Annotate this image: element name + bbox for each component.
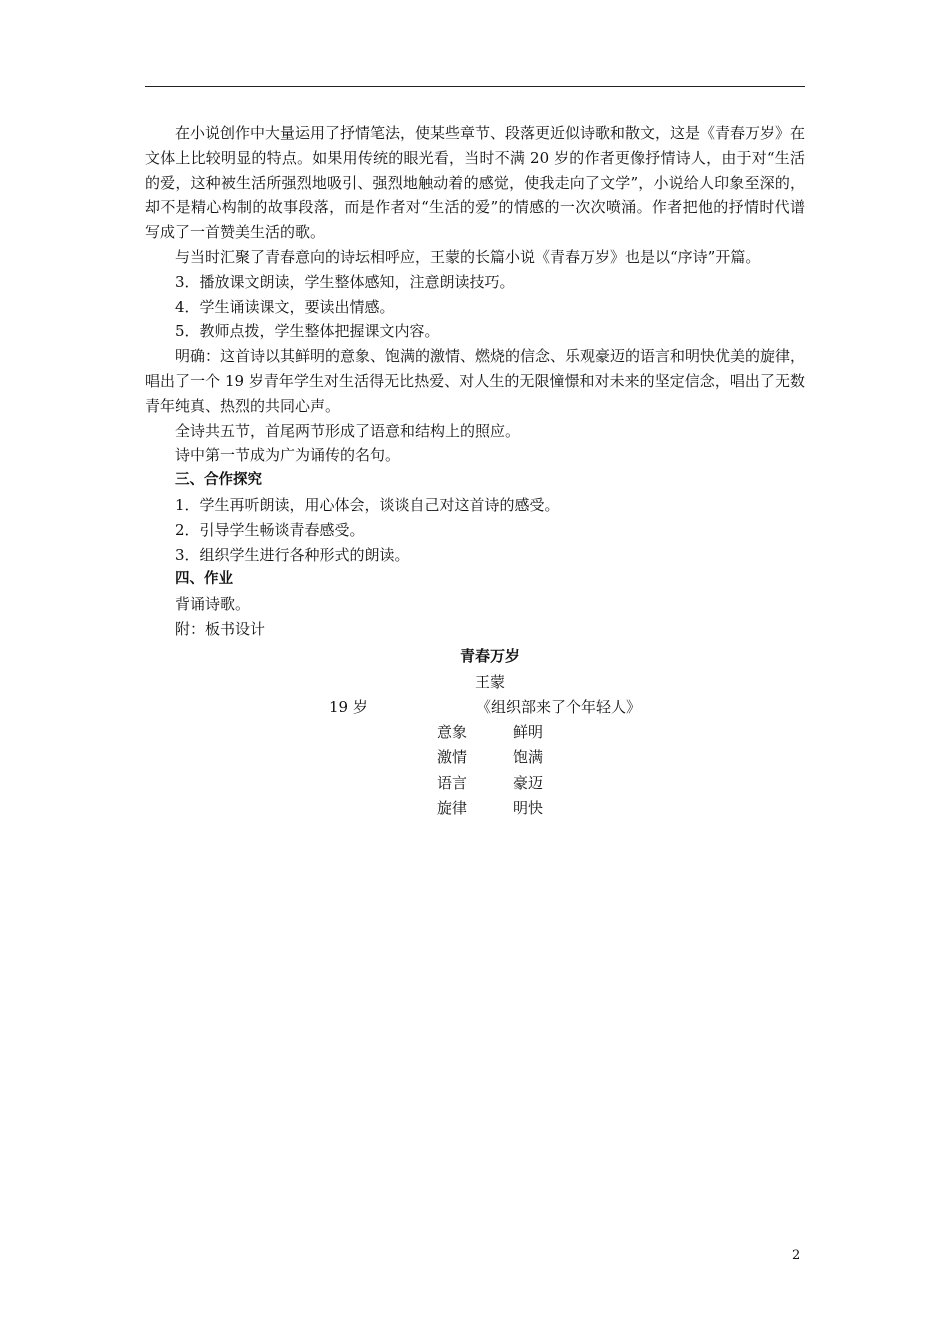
board-pair [437, 771, 543, 797]
board-author: 王蒙 [474, 672, 505, 691]
board-title: 青春万岁 [459, 646, 520, 665]
paragraph: 诗中第一节成为广为诵传的名句。 [175, 446, 401, 465]
list-item: 2．引导学生畅谈青春感受。 [175, 520, 365, 539]
board-pair-value: 饱满 [513, 748, 544, 767]
board-pair-value: 豪迈 [513, 773, 544, 792]
paragraph: 全诗共五节，首尾两节形成了语意和结构上的照应。 [175, 421, 521, 440]
board-pair [437, 796, 543, 822]
page-number: 2 [792, 1248, 801, 1263]
board-pair-value: 明快 [513, 799, 544, 818]
step-item: 3．播放课文朗读，学生整体感知，注意朗读技巧。 [175, 272, 515, 291]
paragraph: 在小说创作中大量运用了抒情笔法，使某些章节、段落更近似诗歌和散文，这是《青春万岁》在文体上比较明显的特点。如果用传统的眼光看，当时不满 20 岁的作者更像抒情诗人，由于对“生活的爱，这种被生活所强烈地吸引、强烈地触动着的感觉，使我走向了文学”，小说给人印象至深的，却不是精心构制的故事段落，而是作者对“生活的爱”的情感的一次次喷涌。作者把他的抒情时代谱写成了一首赞美生活的歌。 [145, 124, 806, 242]
board-pair-key: 语言 [437, 773, 468, 792]
board-pair-key: 意象 [437, 722, 468, 741]
board-pair-value: 鲜明 [513, 722, 544, 741]
paragraph: 与当时汇聚了青春意向的诗坛相呼应，王蒙的长篇小说《青春万岁》也是以“序诗”开篇。 [175, 247, 761, 266]
list-item: 3．组织学生进行各种形式的朗读。 [175, 545, 410, 564]
board-pair-key: 激情 [437, 748, 468, 767]
board-pairs [437, 720, 543, 822]
board-pair [437, 720, 543, 746]
board-design [145, 644, 805, 824]
page-content [145, 121, 805, 824]
section-heading: 四、作业 [175, 571, 233, 588]
step-item: 5．教师点拨，学生整体把握课文内容。 [175, 322, 440, 341]
board-age: 19 岁 [329, 697, 368, 716]
board-work: 《组织部来了个年轻人》 [476, 697, 642, 716]
header-rule [145, 86, 805, 87]
board-pair-key: 旋律 [437, 799, 468, 818]
list-item: 附：板书设计 [175, 619, 266, 638]
list-item: 背诵诗歌。 [175, 595, 251, 614]
paragraph: 明确：这首诗以其鲜明的意象、饱满的激情、燃烧的信念、乐观豪迈的语言和明快优美的旋律，唱出了一个 19 岁青年学生对生活得无比热爱、对人生的无限憧憬和对未来的坚定信念，唱出了无数青年纯真、热烈的共同心声。 [145, 347, 806, 415]
board-pair [437, 745, 543, 771]
section-heading: 三、合作探究 [175, 472, 262, 489]
list-item: 1．学生再听朗读，用心体会，谈谈自己对这首诗的感受。 [175, 495, 560, 514]
step-item: 4．学生诵读课文，要读出情感。 [175, 297, 395, 316]
